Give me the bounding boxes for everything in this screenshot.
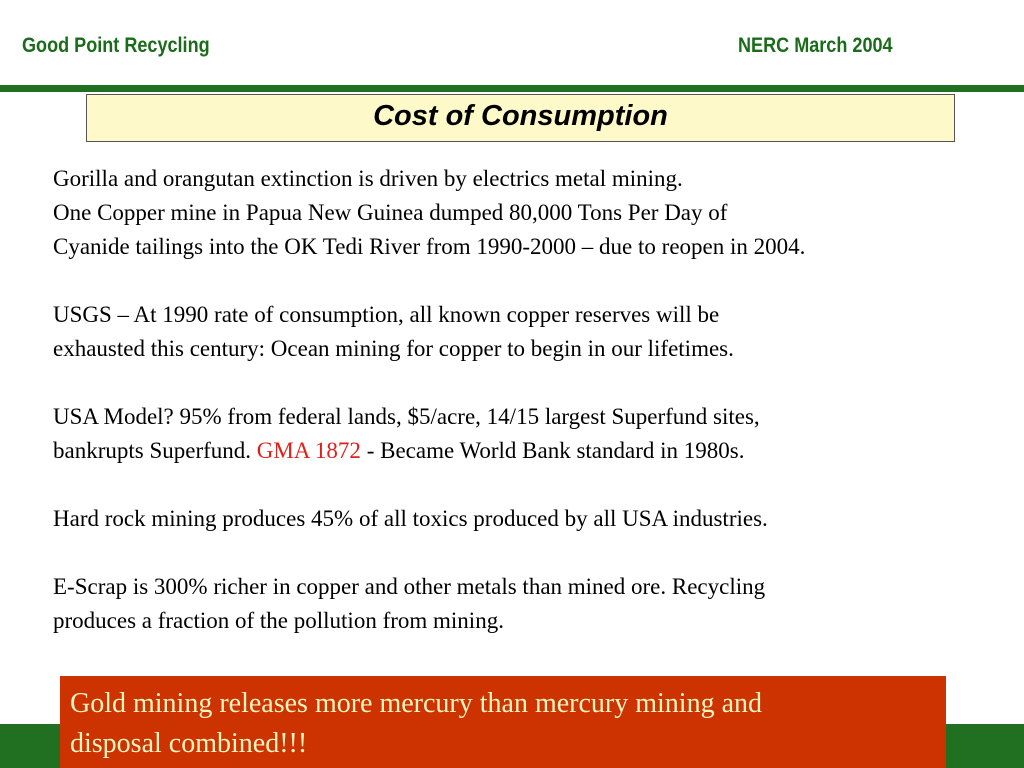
callout-line: disposal combined!!! (70, 728, 308, 759)
body-line: E-Scrap is 300% richer in copper and other metals than mined ore. Recycling (53, 574, 766, 599)
body-line: USA Model? 95% from federal lands, $5/acre, 14/15 largest Superfund sites, (53, 404, 760, 429)
body-text-segment: - Became World Bank standard in 1980s. (360, 438, 745, 463)
header-organization: Good Point Recycling (22, 34, 210, 57)
body-line: Hard rock mining produces 45% of all toxics produced by all USA industries. (53, 506, 768, 531)
paragraph-usgs (53, 298, 1013, 366)
paragraph-usa-model (53, 400, 1013, 468)
body-line (53, 434, 1013, 468)
paragraph-escrap (53, 570, 1013, 638)
callout-line: Gold mining releases more mercury than mercury mining and (70, 688, 763, 719)
body-line: Gorilla and orangutan extinction is driven by electrics metal mining. (53, 166, 683, 191)
body-line: USGS – At 1990 rate of consumption, all known copper reserves will be (53, 302, 720, 327)
gma-1872-link[interactable]: GMA 1872 (256, 438, 361, 463)
header-event-date: NERC March 2004 (738, 34, 893, 57)
body-line: produces a fraction of the pollution from mining. (53, 608, 504, 633)
body-line: One Copper mine in Papua New Guinea dumped 80,000 Tons Per Day of (53, 200, 728, 225)
title-box (86, 94, 955, 142)
callout-box (60, 676, 946, 768)
slide-title: Cost of Consumption (373, 99, 668, 132)
paragraph-hard-rock (53, 502, 1013, 536)
paragraph-extinction (53, 162, 1013, 264)
top-divider-bar (0, 85, 1024, 92)
body-text-segment: bankrupts Superfund. (53, 438, 257, 463)
body-line: Cyanide tailings into the OK Tedi River from 1990-2000 – due to reopen in 2004. (53, 234, 806, 259)
body-line: exhausted this century: Ocean mining for copper to begin in our lifetimes. (53, 336, 734, 361)
body-text (53, 162, 1013, 638)
